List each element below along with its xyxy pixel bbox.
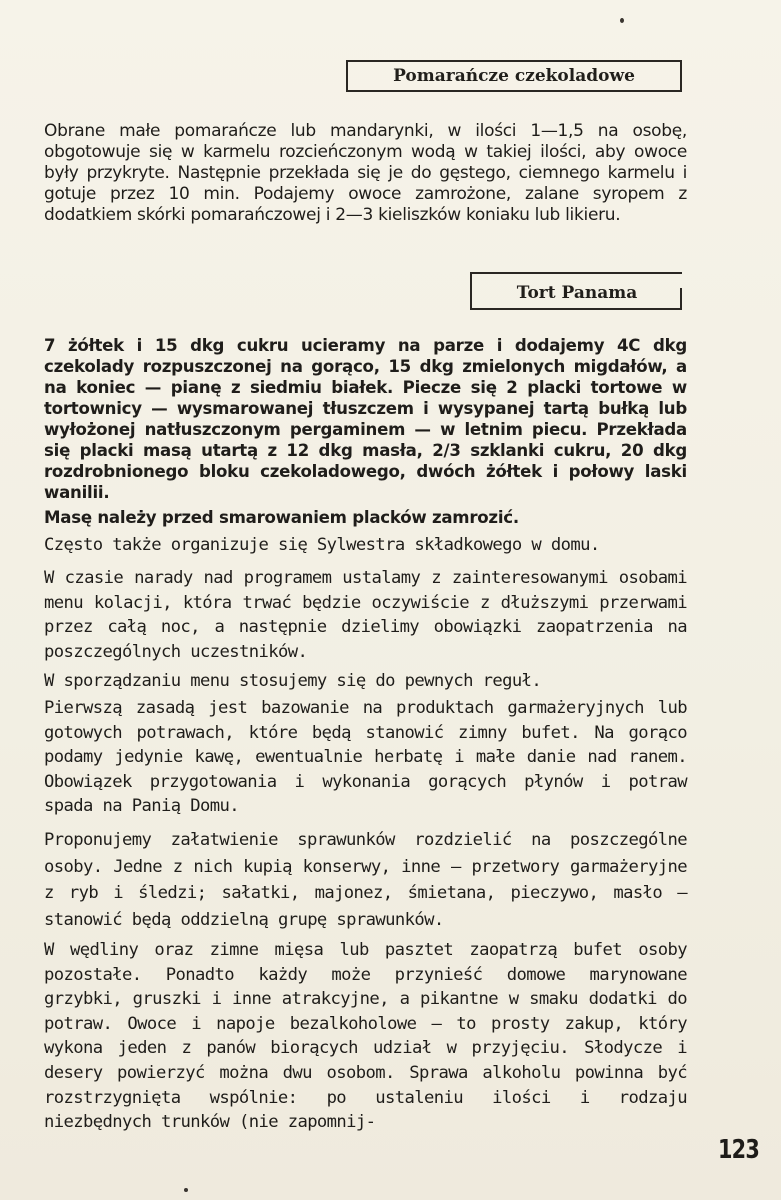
ink-speck [620,18,624,23]
body-paragraph: W czasie narady nad programem ustalamy z zainteresowanymi osobami menu kolacji, która trwać będzie oczywiście z dłuższymi przerwami przez całą noc, a następnie dzielimy obowiązki zaopatrzenia na poszczególnych uczestników. [44,568,687,662]
body-paragraph: Często także organizuje się Sylwestra składkowego w domu. [44,535,600,555]
body-paragraph: Proponujemy załatwienie sprawunków rozdzielić na poszczególne osoby. Jedne z nich kupią konserwy, inne — przetwory garmażeryjne z ryb i śledzi; sałatki, majonez, śmietana, pieczywo, masło — stanowić będą oddzielną grupę sprawunków. [44,830,687,930]
recipe-title-tort-panama: Tort Panama [470,272,682,310]
recipe-note: Masę należy przed smarowaniem placków zamrozić. [44,508,519,527]
recipe-title-oranges: Pomarańcze czekoladowe [346,60,682,92]
body-paragraph: W sporządzaniu menu stosujemy się do pewnych reguł. [44,671,542,691]
title-underline [470,308,682,310]
title-underline [346,90,682,92]
body-paragraph: Pierwszą zasadą jest bazowanie na produktach garmażeryjnych lub gotowych potrawach, które będą stanowić zimny bufet. Na gorąco podamy jedynie kawę, ewentualnie herbatę i małe danie nad ranem. Obowiązek przygotowania i wykonania gorących płynów i potraw spada na Panią Domu. [44,698,687,817]
page-number: 123 [718,1135,760,1165]
ink-speck [184,1188,188,1192]
recipe-text-tort-panama: 7 żółtek i 15 dkg cukru ucieramy na parze i dodajemy 4C dkg czekolady rozpuszczonej na gorąco, 15 dkg zmielonych migdałów, a na koniec — pianę z siedmiu białek. Piecze się 2 placki tortowe w tortownicy — wysmarowanej tłuszczem i wysypanej tartą bułką lub wyłożonej natłuszczonym pergaminem — w letnim piecu. Przekłada się placki masą utartą z 12 dkg masła, 2/3 szklanki cukru, 20 dkg rozdrobnionego bloku czekoladowego, dwóch żółtek i połowy laski wanilii. [44,336,687,502]
body-paragraph: W wędliny oraz zimne mięsa lub pasztet zaopatrzą bufet osoby pozostałe. Ponadto każdy może przynieść domowe marynowane grzybki, gruszki i inne atrakcyjne, a pikantne w smaku dodatki do potraw. Owoce i napoje bezalkoholowe — to prosty zakup, który wykona jeden z panów biorących udział w przyjęciu. Słodycze i desery powierzyć można dwu osobom. Sprawa alkoholu powinna być rozstrzygnięta wspólnie: po ustaleniu ilości i rodzaju niezbędnych trunków (nie zapomnij- [44,940,687,1133]
title-frame-bar [680,288,682,310]
recipe-text-oranges: Obrane małe pomarańcze lub mandarynki, w ilości 1—1,5 na osobę, obgotowuje się w karmelu rozcieńczonym wodą w takiej ilości, aby owoce były przykryte. Następnie przekłada się je do gęstego, ciemnego karmelu i gotuje przez 10 min. Podajemy owoce zamrożone, zalane syropem z dodatkiem skórki pomarańczowej i 2—3 kieliszków koniaku lub likieru. [44,121,687,225]
